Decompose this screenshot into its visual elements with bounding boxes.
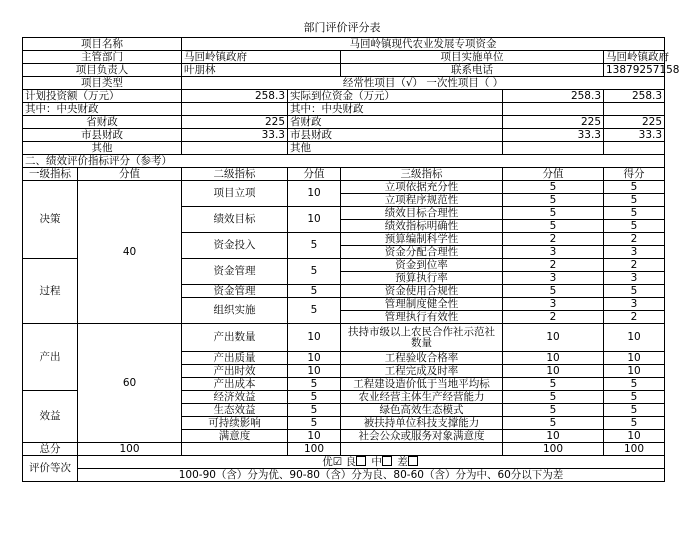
l2-cell: 满意度	[182, 430, 288, 443]
s2-cell: 5	[288, 417, 341, 430]
score-cell: 5	[604, 181, 665, 194]
l3-cell: 扶持市级以上农民合作社示范社数量	[341, 324, 503, 352]
l3-cell: 资金到位率	[341, 259, 503, 272]
l3-cell: 绩效目标合理性	[341, 207, 503, 220]
l3-cell: 管理制度健全性	[341, 298, 503, 311]
project-name-value: 马回岭镇现代农业发展专项资金	[182, 38, 665, 51]
city-use: 33.3	[604, 129, 665, 142]
grade-option-poor[interactable]	[397, 456, 420, 468]
other-label-2: 其他	[288, 142, 503, 155]
owner-label: 项目负责人	[23, 64, 182, 77]
checkbox-icon	[382, 456, 392, 466]
row-funds-totals	[23, 90, 665, 103]
l2-cell: 生态效益	[182, 404, 288, 417]
score-cell: 3	[604, 246, 665, 259]
s3-cell: 5	[503, 417, 604, 430]
s3-cell: 5	[503, 378, 604, 391]
actual-label: 实际到位资金（万元）	[288, 90, 503, 103]
total-s3: 100	[503, 443, 604, 456]
l3-cell: 社会公众或服务对象满意度	[341, 430, 503, 443]
s3-cell: 3	[503, 272, 604, 285]
row-city	[23, 129, 665, 142]
col-header-l2: 二级指标	[182, 168, 288, 181]
s3-cell: 10	[503, 430, 604, 443]
grade-option-medium[interactable]	[371, 456, 394, 468]
grade-option-label: 差	[397, 456, 408, 468]
s3-cell: 3	[503, 246, 604, 259]
s3-cell: 10	[503, 352, 604, 365]
s3-cell: 10	[503, 365, 604, 378]
score-cell: 3	[604, 272, 665, 285]
row-section-2	[23, 155, 665, 168]
col-header-l3: 三级指标	[341, 168, 503, 181]
s2-cell: 5	[288, 259, 341, 285]
l3-cell: 资金使用合规性	[341, 285, 503, 298]
score-cell: 3	[604, 298, 665, 311]
col-header-score: 得分	[604, 168, 665, 181]
s2-cell: 10	[288, 365, 341, 378]
l3-cell: 工程验收合格率	[341, 352, 503, 365]
row-project-type	[23, 77, 665, 90]
total-s2: 100	[288, 443, 341, 456]
impl-label: 项目实施单位	[341, 51, 604, 64]
table-row	[23, 181, 665, 194]
score-cell: 5	[604, 194, 665, 207]
s3-cell: 5	[503, 285, 604, 298]
l3-cell: 工程建设造价低于当地平均标	[341, 378, 503, 391]
dept-value: 马回岭镇政府	[182, 51, 341, 64]
group-score-60: 60	[78, 324, 182, 443]
score-cell: 2	[604, 233, 665, 246]
checkbox-icon	[356, 456, 366, 466]
row-province	[23, 116, 665, 129]
grade-label: 评价等次	[23, 456, 78, 482]
type-value: 经常性项目（√） 一次性项目（ ）	[182, 77, 665, 90]
score-cell: 5	[604, 378, 665, 391]
group-process: 过程	[23, 259, 78, 324]
s2-cell: 5	[288, 233, 341, 259]
group-benefit: 效益	[23, 391, 78, 443]
col-header-l1: 一级指标	[23, 168, 78, 181]
l2-cell: 产出时效	[182, 365, 288, 378]
actual-value: 258.3	[503, 90, 604, 103]
prov-actual: 225	[503, 116, 604, 129]
score-cell: 10	[604, 365, 665, 378]
l3-cell: 预算执行率	[341, 272, 503, 285]
score-cell: 10	[604, 352, 665, 365]
type-label: 项目类型	[23, 77, 182, 90]
s2-cell: 10	[288, 207, 341, 233]
prov-plan: 225	[182, 116, 288, 129]
total-score: 100	[604, 443, 665, 456]
indicator-header-row	[23, 168, 665, 181]
l3-cell: 绩效指标明确性	[341, 220, 503, 233]
other-label: 其他	[23, 142, 182, 155]
grade-row	[23, 456, 665, 469]
l2-cell: 产出成本	[182, 378, 288, 391]
s3-cell: 10	[503, 324, 604, 352]
s2-cell: 5	[288, 285, 341, 298]
l2-cell: 产出数量	[182, 324, 288, 352]
checkbox-icon	[408, 456, 418, 466]
l2-cell: 资金投入	[182, 233, 288, 259]
total-label: 总分	[23, 443, 78, 456]
l3-cell: 立项依据充分性	[341, 181, 503, 194]
score-cell: 10	[604, 430, 665, 443]
city-label-2: 市县财政	[288, 129, 503, 142]
row-project-name	[23, 38, 665, 51]
group-output: 产出	[23, 324, 78, 391]
group-decision: 决策	[23, 181, 78, 259]
grade-option-label: 优	[322, 456, 333, 468]
s3-cell: 5	[503, 207, 604, 220]
score-cell: 5	[604, 285, 665, 298]
l2-cell: 可持续影响	[182, 417, 288, 430]
group-score-40: 40	[78, 181, 182, 324]
checked-box-icon: ☑	[332, 456, 343, 468]
s2-cell: 10	[288, 324, 341, 352]
l2-cell: 产出质量	[182, 352, 288, 365]
score-cell: 10	[604, 324, 665, 352]
row-owner	[23, 64, 665, 77]
score-cell: 2	[604, 259, 665, 272]
dept-label: 主管部门	[23, 51, 182, 64]
city-plan: 33.3	[182, 129, 288, 142]
l2-cell: 资金管理	[182, 259, 288, 285]
plan-label: 计划投资额（万元）	[23, 90, 182, 103]
s2-cell: 5	[288, 378, 341, 391]
grade-option-excellent[interactable]	[322, 456, 342, 468]
grade-option-good[interactable]	[346, 456, 369, 468]
s3-cell: 5	[503, 220, 604, 233]
s3-cell: 2	[503, 259, 604, 272]
s2-cell: 5	[288, 298, 341, 324]
s2-cell: 10	[288, 352, 341, 365]
grade-option-label: 良	[345, 456, 357, 468]
s3-cell: 3	[503, 298, 604, 311]
score-cell: 5	[604, 417, 665, 430]
l2-cell: 绩效目标	[182, 207, 288, 233]
score-cell: 5	[604, 391, 665, 404]
phone-value: 13879257158	[604, 64, 665, 77]
col-header-s2: 分值	[288, 168, 341, 181]
s3-cell: 5	[503, 194, 604, 207]
grade-note: 100-90（含）分为优、90-80（含）分为良、80-60（含）分为中、60分以下为差	[78, 469, 665, 482]
grade-options	[78, 456, 665, 469]
col-header-s1: 分值	[78, 168, 182, 181]
city-actual: 33.3	[503, 129, 604, 142]
l3-cell: 立项程序规范性	[341, 194, 503, 207]
score-cell: 5	[604, 207, 665, 220]
s2-cell: 5	[288, 404, 341, 417]
prov-label: 省财政	[23, 116, 182, 129]
l2-cell: 组织实施	[182, 298, 288, 324]
central-label-2: 其中：中央财政	[288, 103, 503, 116]
s3-cell: 5	[503, 181, 604, 194]
central-label: 其中：中央财政	[23, 103, 182, 116]
col-header-s3: 分值	[503, 168, 604, 181]
impl-value: 马回岭镇政府	[604, 51, 665, 64]
s3-cell: 5	[503, 391, 604, 404]
l3-cell: 农业经营主体生产经营能力	[341, 391, 503, 404]
l3-cell: 工程完成及时率	[341, 365, 503, 378]
l3-cell: 绿色高效生态模式	[341, 404, 503, 417]
plan-value: 258.3	[182, 90, 288, 103]
row-other	[23, 142, 665, 155]
phone-label: 联系电话	[341, 64, 604, 77]
s3-cell: 2	[503, 311, 604, 324]
use-value: 258.3	[604, 90, 665, 103]
project-name-label: 项目名称	[23, 38, 182, 51]
l3-cell: 管理执行有效性	[341, 311, 503, 324]
s2-cell: 10	[288, 430, 341, 443]
row-department	[23, 51, 665, 64]
l2-cell: 资金管理	[182, 285, 288, 298]
city-label: 市县财政	[23, 129, 182, 142]
s3-cell: 2	[503, 233, 604, 246]
evaluation-table	[22, 37, 680, 482]
l3-cell: 被扶持单位科技支撑能力	[341, 417, 503, 430]
l3-cell: 预算编制科学性	[341, 233, 503, 246]
section-2-title: 二、绩效评价指标评分（参考）	[23, 155, 665, 168]
total-s1: 100	[78, 443, 182, 456]
grade-option-label: 中	[371, 456, 382, 468]
s2-cell: 5	[288, 391, 341, 404]
s3-cell: 5	[503, 404, 604, 417]
grade-note-row	[23, 469, 665, 482]
row-central	[23, 103, 665, 116]
score-cell: 5	[604, 404, 665, 417]
owner-value: 叶朋林	[182, 64, 341, 77]
prov-use: 225	[604, 116, 665, 129]
l2-cell: 经济效益	[182, 391, 288, 404]
s2-cell: 10	[288, 181, 341, 207]
score-cell: 2	[604, 311, 665, 324]
form-title: 部门评价评分表	[303, 21, 381, 34]
score-cell: 5	[604, 220, 665, 233]
l3-cell: 资金分配合理性	[341, 246, 503, 259]
total-row	[23, 443, 665, 456]
l2-cell: 项目立项	[182, 181, 288, 207]
table-row	[23, 324, 665, 352]
prov-label-2: 省财政	[288, 116, 503, 129]
